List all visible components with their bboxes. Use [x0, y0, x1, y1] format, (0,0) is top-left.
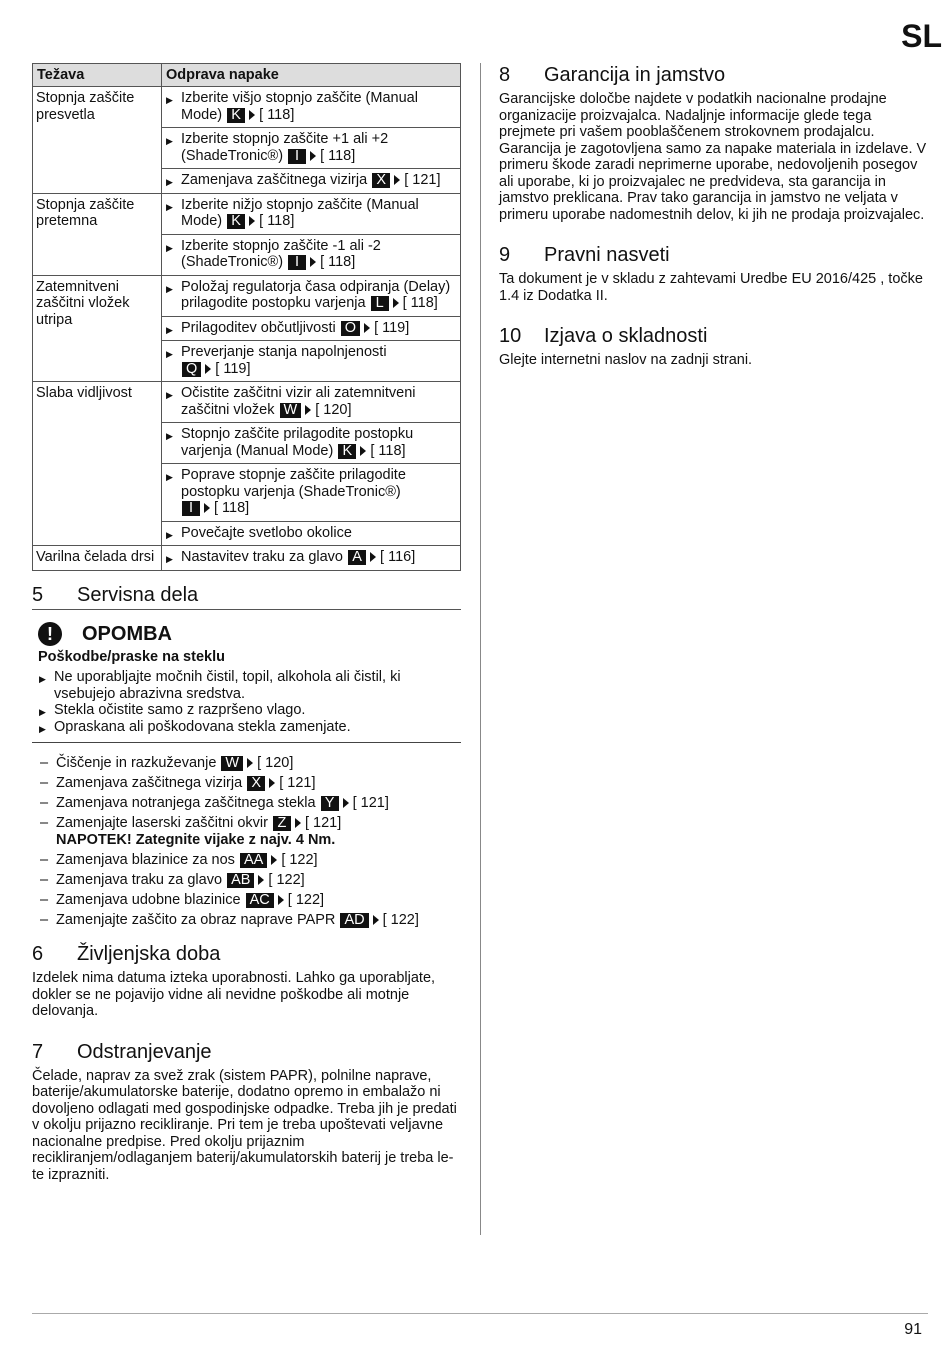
- section-number: 8: [499, 64, 511, 86]
- figure-reference: [347, 549, 415, 565]
- action-text: Položaj regulatorja časa odpiranja (Delay) prilagodite postopku varjenja: [181, 278, 451, 311]
- service-item: [32, 892, 461, 909]
- figure-reference: [320, 795, 389, 811]
- figure-reference: [220, 755, 293, 771]
- figure-key: AD: [340, 913, 368, 928]
- section-10: [499, 324, 931, 369]
- section-title: [32, 1040, 461, 1064]
- service-item: [32, 775, 461, 792]
- section-5-heading: [32, 583, 461, 610]
- page-reference: [ 121]: [304, 815, 342, 831]
- section-7: [32, 1040, 461, 1184]
- figure-key: I: [182, 501, 200, 516]
- figure-reference: [272, 815, 341, 831]
- action-text: Izberite stopnjo zaščite -1 ali -2 (ShadeTronic®): [181, 237, 381, 270]
- service-text: Zamenjava notranjega zaščitnega stekla: [56, 795, 316, 811]
- page-reference: [ 121]: [279, 775, 316, 791]
- figure-key: O: [341, 321, 360, 336]
- notice-item: ▶ Ne uporabljajte močnih čistil, topil, alkohola ali čistil, ki vsebujejo abrazivna sredstva.: [38, 669, 461, 702]
- page-reference: [ 118]: [259, 213, 295, 229]
- section-number: 5: [32, 583, 44, 606]
- arrow-right-icon: [343, 798, 349, 808]
- arrow-right-icon: [249, 110, 255, 120]
- remedy-cell: [162, 275, 461, 316]
- service-item: [32, 912, 461, 929]
- section-title: [499, 324, 931, 348]
- section-6: [32, 942, 461, 1020]
- page-reference: [ 122]: [268, 871, 305, 888]
- figure-key: L: [371, 296, 389, 311]
- figure-reference: [371, 172, 440, 188]
- remedy-cell: [162, 423, 461, 464]
- figure-reference: [239, 852, 318, 868]
- section-number: 6: [32, 943, 44, 965]
- service-item: [32, 852, 461, 869]
- problem-cell: Slaba vidljivost: [33, 382, 162, 546]
- table-row: [33, 546, 461, 571]
- remedy-action: [165, 344, 456, 377]
- remedy-action: [165, 172, 456, 189]
- table-row: [33, 275, 461, 316]
- section-body: Izdelek nima datuma izteka uporabnosti. Lahko ga uporabljate, dokler se ne pojavijo vidne ali nevidne poškodbe ali motnje delovanja.: [32, 970, 436, 1019]
- table-row: [33, 193, 461, 234]
- arrow-right-icon: [295, 818, 301, 828]
- arrow-right-icon: [364, 323, 370, 333]
- page-reference: [ 120]: [315, 401, 352, 418]
- figure-key: I: [288, 149, 306, 164]
- figure-reference: [226, 107, 294, 123]
- service-text: Zamenjava traku za glavo: [56, 871, 223, 888]
- action-text: Stopnjo zaščite prilagodite postopku varjenja (Manual Mode): [181, 426, 414, 459]
- service-item: [32, 872, 461, 889]
- table-row: [33, 382, 461, 423]
- arrow-right-icon: [310, 151, 316, 161]
- figure-reference: [246, 775, 315, 791]
- action-text: Poprave stopnje zaščite prilagodite postopku varjenja (ShadeTronic®): [181, 467, 406, 500]
- section-body: Glejte internetni naslov na zadnji strani.: [499, 352, 753, 368]
- arrow-right-icon: [269, 778, 275, 788]
- section-title: [32, 583, 461, 607]
- arrow-right-icon: [271, 855, 277, 865]
- figure-key: Q: [182, 362, 201, 377]
- service-text: Čiščenje in razkuževanje: [56, 755, 217, 771]
- footer-rule: [32, 1313, 928, 1314]
- arrow-right-icon: [258, 875, 264, 885]
- page-reference: [ 118]: [402, 295, 438, 311]
- section-title: [32, 942, 461, 966]
- section-title-text: Izjava o skladnosti: [544, 325, 708, 347]
- problem-cell: Zatemnitveni zaščitni vložek utripa: [33, 275, 162, 382]
- page-reference: [ 122]: [281, 851, 318, 868]
- section-number: 10: [499, 325, 522, 347]
- column-divider: [480, 63, 481, 1235]
- notice-box: [32, 616, 461, 744]
- service-text: Zamenjava blazinice za nos: [56, 851, 235, 868]
- remedy-action: [165, 467, 456, 517]
- notice-item: ▶ Stekla očistite samo z razpršeno vlago.: [38, 702, 461, 719]
- page-reference: [ 121]: [352, 795, 389, 811]
- notice-title: OPOMBA: [82, 622, 172, 645]
- section-title-text: Odstranjevanje: [77, 1040, 212, 1063]
- notice-list: [38, 669, 461, 735]
- remedy-cell: [162, 193, 461, 234]
- figure-key: X: [372, 173, 390, 188]
- figure-key: Y: [321, 796, 339, 811]
- remedy-cell: [162, 546, 461, 571]
- figure-key: AA: [240, 853, 267, 868]
- remedy-action: [165, 385, 456, 418]
- figure-key: K: [227, 108, 245, 123]
- remedy-cell: [162, 234, 461, 275]
- section-title: [499, 243, 931, 267]
- page-reference: [ 122]: [382, 911, 419, 928]
- figure-reference: [339, 912, 418, 928]
- language-label: SL: [901, 18, 942, 54]
- figure-reference: [181, 500, 249, 516]
- figure-reference: [279, 402, 352, 418]
- remedy-action: [165, 279, 456, 312]
- figure-key: K: [227, 214, 245, 229]
- page-reference: [ 121]: [404, 172, 441, 188]
- arrow-right-icon: [370, 552, 376, 562]
- arrow-right-icon: [305, 405, 311, 415]
- action-text: Prilagoditev občutljivosti: [181, 319, 336, 336]
- figure-reference: [245, 892, 324, 908]
- problem-cell: Varilna čelada drsi: [33, 546, 162, 571]
- section-body: Garancijske določbe najdete v podatkih nacionalne prodajne organizacije proizvajalca. Nadaljnje informacije glede tega prejmete pri vašem pooblaščenem strokovnem prodajalcu. Garancija je zagotovljena samo za napake materiala in izdelave. V primeru škode zaradi neprimerne uporabe, nedovoljenih posegov ali uporabe, ki jo proizvajalec ne predvideva, sta garancija in jamstvo preklicana. Prav tako garancija in jamstvo ne veljata v primeru uporabe nadomestnih delov, ki jih ne prodaja proizvajalec.: [499, 91, 927, 223]
- arrow-right-icon: [204, 503, 210, 513]
- remedy-cell: [162, 169, 461, 194]
- remedy-cell: [162, 521, 461, 546]
- action-text: Povečajte svetlobo okolice: [181, 524, 352, 541]
- service-text: Zamenjava zaščitnega vizirja: [56, 775, 243, 791]
- action-text: Nastavitev traku za glavo: [181, 549, 343, 565]
- arrow-right-icon: [205, 364, 211, 374]
- figure-reference: [181, 361, 250, 377]
- figure-key: AC: [246, 893, 274, 908]
- action-text: Izberite nižjo stopnjo zaščite (Manual Mode): [181, 196, 419, 229]
- page-reference: [ 118]: [259, 106, 295, 123]
- section-title: [499, 63, 931, 87]
- figure-key: W: [221, 756, 243, 771]
- section-9: [499, 243, 931, 304]
- figure-reference: [287, 148, 355, 164]
- notice-header: [38, 622, 461, 646]
- figure-key: I: [288, 255, 306, 270]
- figure-key: A: [348, 550, 366, 565]
- figure-key: Z: [273, 816, 291, 831]
- notice-item: ▶ Opraskana ali poškodovana stekla zamenjate.: [38, 719, 461, 736]
- figure-reference: [370, 295, 438, 311]
- figure-key: K: [338, 444, 356, 459]
- table-body: [33, 87, 461, 571]
- remedy-action: [165, 197, 456, 230]
- figure-reference: [340, 320, 409, 336]
- arrow-right-icon: [310, 257, 316, 267]
- arrow-right-icon: [394, 175, 400, 185]
- section-number: 7: [32, 1040, 44, 1063]
- section-title-text: Pravni nasveti: [544, 244, 670, 266]
- right-column: [499, 63, 931, 369]
- figure-reference: [226, 213, 294, 229]
- header-problem: Težava: [33, 64, 162, 87]
- page-reference: [ 118]: [370, 442, 406, 459]
- section-title-text: Garancija in jamstvo: [544, 64, 726, 86]
- page-reference: [ 122]: [287, 891, 325, 908]
- figure-key: AB: [227, 873, 254, 888]
- service-text: Zamenjajte zaščito za obraz naprave PAPR: [56, 911, 336, 928]
- section-body: Ta dokument je v skladu z zahtevami Uredbe EU 2016/425 , točke 1.4 iz Dodatka II.: [499, 271, 923, 304]
- arrow-right-icon: [249, 216, 255, 226]
- problem-cell: Stopnja zaščite pretemna: [33, 193, 162, 275]
- service-note: NAPOTEK! Zategnite vijake z najv. 4 Nm.: [56, 831, 336, 848]
- action-text: Izberite stopnjo zaščite +1 ali +2 (ShadeTronic®): [181, 131, 389, 164]
- action-text: Izberite višjo stopnjo zaščite (Manual Mode): [181, 90, 418, 123]
- section-body: Čelade, naprav za svež zrak (sistem PAPR), polnilne naprave, baterije/akumulatorske baterije, dodatno opremo in embalažo ni dovoljeno odlagati med gospodinjske odpadke. Treba jih je predati v okolju prijazno recikliranje. Pri tem je treba upoštevati veljavne nacionalne predpise. Pred okolju prijaznim recikliranjem/odlaganjem baterij/akumulatorskih baterij je treba le-te izprazniti.: [32, 1067, 457, 1183]
- figure-reference: [226, 872, 305, 888]
- arrow-right-icon: [393, 298, 399, 308]
- remedy-cell: [162, 382, 461, 423]
- remedy-action: [165, 426, 456, 459]
- action-text: Preverjanje stanja napolnjenosti: [181, 344, 387, 360]
- figure-reference: [287, 254, 355, 270]
- table-header-row: [33, 64, 461, 87]
- header-remedy: Odprava napake: [162, 64, 461, 87]
- page-reference: [ 119]: [374, 319, 410, 336]
- page-reference: [ 118]: [320, 147, 356, 164]
- figure-key: W: [280, 403, 302, 418]
- troubleshooting-table: [32, 63, 461, 571]
- remedy-action: [165, 238, 456, 271]
- remedy-action: [165, 320, 456, 337]
- figure-reference: [337, 443, 405, 459]
- arrow-right-icon: [360, 446, 366, 456]
- notice-subtitle: Poškodbe/praske na steklu: [38, 648, 225, 665]
- arrow-right-icon: [373, 915, 379, 925]
- page-number: 91: [904, 1321, 922, 1338]
- action-text: Zamenjava zaščitnega vizirja: [181, 172, 368, 188]
- section-title-text: Življenjska doba: [77, 943, 221, 965]
- page-reference: [ 116]: [380, 549, 416, 565]
- warning-icon: !: [38, 622, 62, 646]
- page-reference: [ 118]: [320, 254, 356, 270]
- remedy-cell: [162, 87, 461, 128]
- service-item: [32, 815, 461, 848]
- page-reference: [ 118]: [214, 500, 250, 516]
- remedy-cell: [162, 464, 461, 522]
- remedy-cell: [162, 341, 461, 382]
- arrow-right-icon: [278, 895, 284, 905]
- remedy-cell: [162, 316, 461, 341]
- remedy-action: [165, 90, 456, 123]
- table-row: [33, 87, 461, 128]
- section-number: 9: [499, 244, 511, 266]
- section-title-text: Servisna dela: [77, 583, 199, 606]
- figure-key: X: [247, 776, 265, 791]
- remedy-action: [165, 549, 456, 566]
- service-text: Zamenjava udobne blazinice: [56, 891, 241, 908]
- left-column: [32, 63, 461, 1183]
- remedy-action: [165, 525, 456, 542]
- action-text: Očistite zaščitni vizir ali zatemnitveni zaščitni vložek: [181, 385, 416, 418]
- service-item: [32, 795, 461, 812]
- remedy-action: [165, 131, 456, 164]
- service-item: [32, 755, 461, 772]
- page-reference: [ 119]: [215, 360, 251, 377]
- remedy-cell: [162, 128, 461, 169]
- service-list: [32, 755, 461, 928]
- service-text: Zamenjajte laserski zaščitni okvir: [56, 815, 268, 831]
- problem-cell: Stopnja zaščite presvetla: [33, 87, 162, 194]
- section-8: [499, 63, 931, 223]
- arrow-right-icon: [247, 758, 253, 768]
- page-reference: [ 120]: [257, 755, 294, 771]
